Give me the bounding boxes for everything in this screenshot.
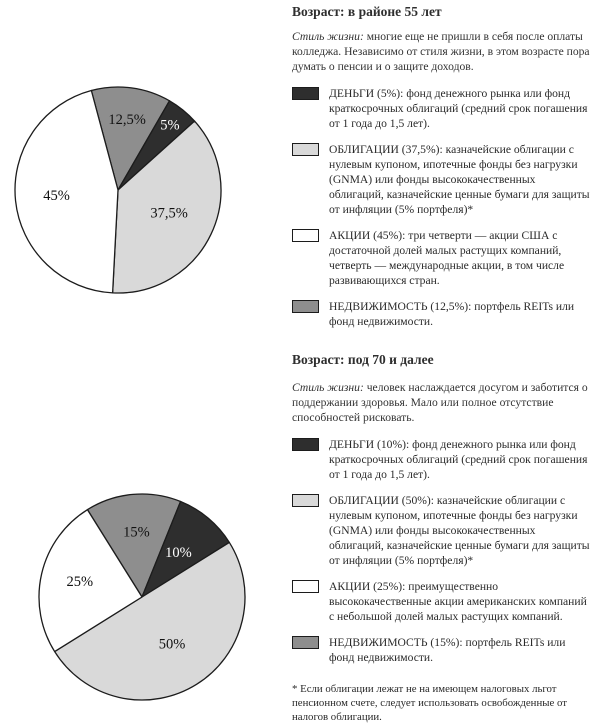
legend-label: ОБЛИГАЦИИ (50%): bbox=[329, 494, 434, 507]
legend-text-stocks bbox=[329, 228, 590, 288]
legend-label: ДЕНЬГИ (5%): bbox=[329, 87, 404, 100]
legend-item-stocks bbox=[292, 579, 590, 624]
lifestyle-text: многие еще не пришли в себя после оплаты колледжа. Независимо от стиля жизни, в этом возрасте пора думать о пенсии и о защите доходов. bbox=[292, 30, 590, 73]
lifestyle-text: человек наслаждается досугом и заботится о поддержании здоровья. Мало или полное отсутствие способностей рисковать. bbox=[292, 381, 588, 424]
pie-chart-age-70 bbox=[34, 489, 250, 705]
pie-slice-label-bonds: 37,5% bbox=[150, 205, 188, 222]
legend-item-money bbox=[292, 437, 590, 482]
section-age-70 bbox=[292, 352, 590, 676]
legend-text-real-estate bbox=[329, 299, 590, 329]
section-title-age-70: Возраст: под 70 и далее bbox=[292, 352, 434, 367]
legend-description: преимущественно высококачественные акции американских компаний с небольшой долей малых растущих компаний. bbox=[329, 580, 587, 623]
legend-text-real-estate bbox=[329, 635, 590, 665]
legend-description: фонд денежного рынка или фонд краткосрочных облигаций (средний срок погашения от 1 года до 1,5 лет). bbox=[329, 87, 588, 130]
pie-chart-age-55 bbox=[10, 82, 226, 298]
bonds-swatch bbox=[292, 143, 319, 156]
pie-slice-label-real-estate: 15% bbox=[123, 524, 150, 541]
pie-slice-label-stocks: 45% bbox=[43, 187, 70, 204]
legend-description: три четверти — акции США с достаточной долей малых растущих компаний, четверть — международные акции, в том числе развивающихся стран. bbox=[329, 229, 565, 287]
legend-label: ДЕНЬГИ (10%): bbox=[329, 438, 410, 451]
pie-slice-label-bonds: 50% bbox=[158, 636, 186, 653]
pie-slice-label-money: 10% bbox=[165, 544, 192, 561]
pie-slice-label-real-estate: 12,5% bbox=[108, 111, 146, 128]
legend-item-real-estate bbox=[292, 299, 590, 329]
legend-description: фонд денежного рынка или фонд краткосрочных облигаций (средний срок погашения от 1 года до 1,5 лет). bbox=[329, 438, 588, 481]
legend-item-money bbox=[292, 86, 590, 131]
legend-item-stocks bbox=[292, 228, 590, 288]
stocks-swatch bbox=[292, 229, 319, 242]
legend-description: казначейские облигации с нулевым купоном, ипотечные фонды без нагрузки (GNMA) или фонды высококачественных облигаций, казначейские ценные бумаги для защиты от инфляции (5% портфеля)* bbox=[329, 494, 590, 567]
legend-age-70 bbox=[292, 437, 590, 665]
lifestyle-paragraph bbox=[292, 29, 590, 74]
legend-description: казначейские облигации с нулевым купоном, ипотечные фонды без нагрузки (GNMA) или фонды высококачественных облигаций, казначейские ценные бумаги для защиты от инфляции (5% портфеля)* bbox=[329, 143, 590, 216]
lifestyle-label: Стиль жизни: bbox=[292, 381, 364, 394]
bonds-swatch bbox=[292, 494, 319, 507]
legend-text-money bbox=[329, 86, 590, 131]
section-title-age-55: Возраст: в районе 55 лет bbox=[292, 4, 442, 19]
legend-label: АКЦИИ (45%): bbox=[329, 229, 406, 242]
stocks-swatch bbox=[292, 580, 319, 593]
legend-label: АКЦИИ (25%): bbox=[329, 580, 406, 593]
lifestyle-label: Стиль жизни: bbox=[292, 30, 364, 43]
legend-item-bonds bbox=[292, 142, 590, 217]
legend-text-money bbox=[329, 437, 590, 482]
pie-slice-label-money: 5% bbox=[160, 117, 180, 134]
legend-text-bonds bbox=[329, 142, 590, 217]
legend-text-stocks bbox=[329, 579, 590, 624]
section-age-55 bbox=[292, 4, 590, 340]
legend-text-bonds bbox=[329, 493, 590, 568]
legend-label: НЕДВИЖИМОСТЬ (12,5%): bbox=[329, 300, 472, 313]
real-estate-swatch bbox=[292, 636, 319, 649]
legend-item-bonds bbox=[292, 493, 590, 568]
legend-description: портфель REITs или фонд недвижимости. bbox=[329, 300, 575, 328]
money-swatch bbox=[292, 87, 319, 100]
footnote: * Если облигации лежат не на имеющем налоговых льгот пенсионном счете, следует использовать освобожденные от налогов облигации. bbox=[292, 683, 567, 723]
real-estate-swatch bbox=[292, 300, 319, 313]
money-swatch bbox=[292, 438, 319, 451]
lifestyle-paragraph bbox=[292, 380, 590, 425]
legend-item-real-estate bbox=[292, 635, 590, 665]
legend-description: портфель REITs или фонд недвижимости. bbox=[329, 636, 566, 664]
legend-label: ОБЛИГАЦИИ (37,5%): bbox=[329, 143, 443, 156]
pie-slice-label-stocks: 25% bbox=[66, 573, 94, 590]
legend-age-55 bbox=[292, 86, 590, 329]
legend-label: НЕДВИЖИМОСТЬ (15%): bbox=[329, 636, 463, 649]
